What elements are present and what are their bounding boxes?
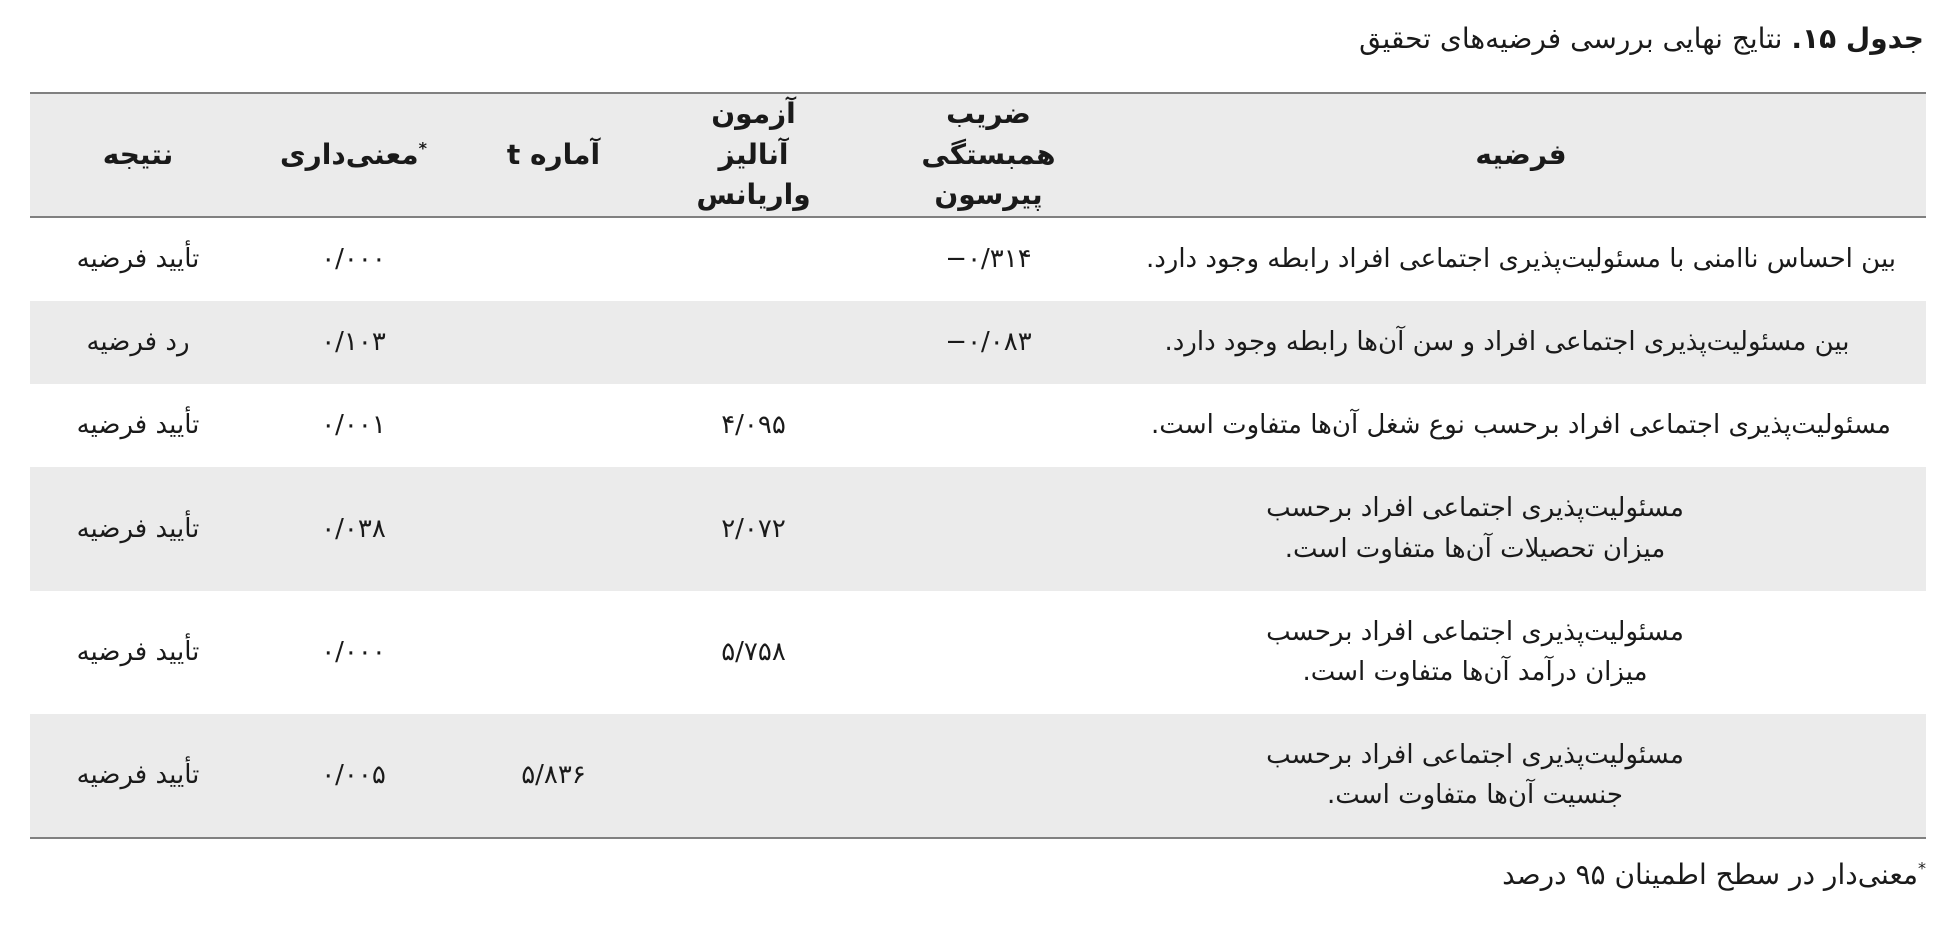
cell-t-stat [461, 301, 646, 384]
cell-hypothesis: مسئولیت‌پذیری اجتماعی افراد برحسب نوع شغل آن‌ها متفاوت است. [1151, 410, 1891, 441]
cell-significance: ۰/۰۳۸ [321, 513, 386, 544]
cell-significance: ۰/۰۰۰ [321, 637, 386, 668]
table-row [30, 217, 1926, 301]
cell-result: تأیید فرضیه [76, 410, 200, 441]
cell-hypothesis: بین مسئولیت‌پذیری اجتماعی افراد و سن آن‌ها رابطه وجود دارد. [1164, 327, 1850, 358]
table-header-row [30, 93, 1926, 217]
cell-hypothesis [1116, 467, 1926, 591]
footnote-text: معنی‌دار در سطح اطمینان ۹۵ درصد [1502, 858, 1918, 891]
table-caption-label: جدول ۱۵. [1791, 22, 1924, 55]
cell-pearson: −۰/۰۸۳ [945, 327, 1032, 358]
cell-anova [646, 714, 861, 838]
table-row [30, 467, 1926, 591]
cell-anova: ۴/۰۹۵ [721, 410, 786, 441]
header-anova [646, 93, 861, 217]
header-result: نتیجه [30, 93, 246, 217]
cell-result: تأیید فرضیه [76, 637, 200, 668]
header-significance-label: معنی‌داری [279, 137, 419, 171]
table-footnote [1502, 858, 1926, 891]
cell-result: تأیید فرضیه [76, 513, 200, 544]
cell-hypothesis [1116, 591, 1926, 714]
table-row [30, 714, 1926, 838]
table-row [30, 591, 1926, 714]
header-hypothesis: فرضیه [1116, 93, 1926, 217]
cell-result: تأیید فرضیه [30, 714, 246, 838]
table-caption-text: نتایج نهایی بررسی فرضیه‌های تحقیق [1359, 22, 1783, 55]
cell-anova: ۵/۷۵۸ [721, 637, 786, 668]
header-anova-label: آزمون آنالیز واریانس [696, 97, 811, 212]
cell-pearson [861, 467, 1116, 591]
cell-hypothesis-line: میزان تحصیلات آن‌ها متفاوت است. [1284, 533, 1666, 564]
cell-hypothesis-line: مسئولیت‌پذیری اجتماعی افراد برحسب [1266, 493, 1684, 524]
cell-significance: ۰/۰۰۱ [321, 410, 386, 441]
cell-result: تأیید فرضیه [76, 244, 200, 275]
hypotheses-results-table [30, 92, 1926, 839]
cell-t-stat [461, 217, 646, 301]
cell-significance: ۰/۰۰۵ [246, 714, 461, 838]
cell-hypothesis-line: جنسیت آن‌ها متفاوت است. [1327, 780, 1623, 811]
cell-anova [646, 301, 861, 384]
header-t-stat: آماره t [461, 93, 646, 217]
header-pearson-label: ضریب همبستگی پیرسون [921, 97, 1056, 212]
cell-pearson: −۰/۳۱۴ [945, 244, 1032, 275]
cell-pearson [861, 591, 1116, 714]
table-row [30, 384, 1926, 467]
cell-significance: ۰/۰۰۰ [321, 244, 386, 275]
cell-anova: ۲/۰۷۲ [721, 513, 786, 544]
cell-hypothesis: بین احساس ناامنی با مسئولیت‌پذیری اجتماعی افراد رابطه وجود دارد. [1145, 244, 1897, 275]
cell-anova [646, 217, 861, 301]
cell-t-stat: ۵/۸۳۶ [461, 714, 646, 838]
cell-t-stat [461, 591, 646, 714]
cell-significance: ۰/۱۰۳ [321, 327, 386, 358]
footnote-mark: * [1918, 858, 1926, 878]
cell-t-stat [461, 384, 646, 467]
cell-t-stat [461, 467, 646, 591]
cell-hypothesis-line: مسئولیت‌پذیری اجتماعی افراد برحسب [1266, 739, 1684, 770]
cell-pearson [861, 714, 1116, 838]
cell-hypothesis-line: مسئولیت‌پذیری اجتماعی افراد برحسب [1266, 616, 1684, 647]
cell-hypothesis-line: میزان درآمد آن‌ها متفاوت است. [1302, 657, 1648, 688]
header-pearson [861, 93, 1116, 217]
table-row [30, 301, 1926, 384]
significance-footnote-mark: * [418, 138, 428, 158]
cell-hypothesis [1116, 714, 1926, 838]
header-significance [246, 93, 461, 217]
table-caption [1359, 22, 1924, 55]
cell-pearson [861, 384, 1116, 467]
cell-result: رد فرضیه [86, 327, 190, 358]
